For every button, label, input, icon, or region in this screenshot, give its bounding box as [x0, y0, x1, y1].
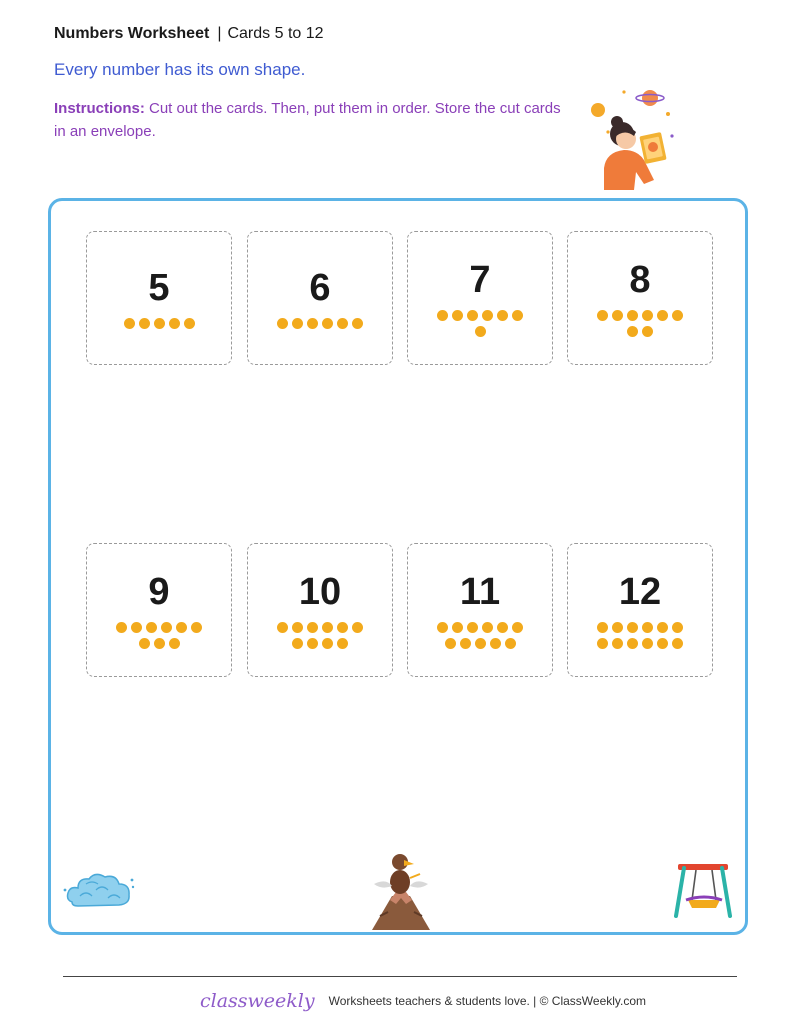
counting-dot [146, 622, 157, 633]
worksheet-subtitle: Cards 5 to 12 [227, 25, 324, 42]
card-number: 11 [459, 571, 501, 613]
card-number: 6 [309, 267, 331, 309]
card-number: 9 [148, 571, 170, 613]
counting-dot [672, 622, 683, 633]
counting-dot [657, 310, 668, 321]
counting-dot [337, 622, 348, 633]
counting-dot [154, 638, 165, 649]
footer-text: Worksheets teachers & students love. | © ClassWeekly.com [328, 994, 647, 1008]
counting-dot [307, 622, 318, 633]
dot-group [248, 622, 392, 654]
counting-dot [612, 622, 623, 633]
card-number: 8 [629, 259, 651, 301]
counting-dot [627, 638, 638, 649]
counting-dot [657, 638, 668, 649]
counting-dot [512, 622, 523, 633]
worksheet-title: Numbers Worksheet [54, 25, 210, 42]
counting-dot [452, 622, 463, 633]
counting-dot [131, 622, 142, 633]
header-separator: | [217, 25, 222, 42]
card-number: 12 [618, 571, 662, 613]
counting-dot [337, 318, 348, 329]
tagline: Every number has its own shape. [54, 60, 306, 79]
counting-dot [322, 622, 333, 633]
counting-dot [612, 310, 623, 321]
number-card-12 [567, 543, 713, 677]
card-number: 7 [469, 259, 491, 301]
instructions-text: Cut out the cards. Then, put them in order. Store the cut cards in an envelope. [54, 100, 561, 140]
footer-divider [63, 976, 737, 977]
counting-dot [642, 622, 653, 633]
counting-dot [307, 638, 318, 649]
counting-dot [161, 622, 172, 633]
counting-dot [497, 622, 508, 633]
counting-dot [322, 638, 333, 649]
counting-dot [505, 638, 516, 649]
counting-dot [482, 310, 493, 321]
counting-dot [612, 638, 623, 649]
counting-dot [452, 310, 463, 321]
counting-dot [307, 318, 318, 329]
counting-dot [642, 638, 653, 649]
number-card-5 [86, 231, 232, 365]
counting-dot [467, 310, 478, 321]
counting-dot [482, 622, 493, 633]
counting-dot [352, 622, 363, 633]
number-card-9 [86, 543, 232, 677]
counting-dot [116, 622, 127, 633]
counting-dot [337, 638, 348, 649]
counting-dot [657, 622, 668, 633]
counting-dot [322, 318, 333, 329]
dot-group [87, 622, 231, 654]
counting-dot [184, 318, 195, 329]
dot-group [408, 622, 552, 654]
counting-dot [460, 638, 471, 649]
counting-dot [139, 638, 150, 649]
card-number: 5 [148, 267, 170, 309]
counting-dot [642, 326, 653, 337]
counting-dot [154, 318, 165, 329]
counting-dot [292, 622, 303, 633]
dot-group [87, 318, 231, 334]
cloud-icon [62, 868, 136, 912]
instructions [54, 97, 574, 143]
number-card-11 [407, 543, 553, 677]
counting-dot [642, 310, 653, 321]
counting-dot [467, 622, 478, 633]
counting-dot [445, 638, 456, 649]
card-number: 10 [298, 571, 342, 613]
counting-dot [490, 638, 501, 649]
counting-dot [169, 638, 180, 649]
counting-dot [627, 310, 638, 321]
counting-dot [169, 318, 180, 329]
swing-icon [672, 860, 734, 918]
counting-dot [277, 318, 288, 329]
counting-dot [124, 318, 135, 329]
girl-reading-icon [584, 84, 684, 190]
counting-dot [475, 326, 486, 337]
counting-dot [191, 622, 202, 633]
number-card-8 [567, 231, 713, 365]
dot-group [568, 310, 712, 342]
counting-dot [512, 310, 523, 321]
number-card-6 [247, 231, 393, 365]
brand-logo: classweekly [200, 990, 315, 1012]
counting-dot [277, 622, 288, 633]
counting-dot [475, 638, 486, 649]
counting-dot [627, 622, 638, 633]
instructions-label: Instructions: [54, 100, 145, 117]
counting-dot [292, 638, 303, 649]
number-card-10 [247, 543, 393, 677]
counting-dot [597, 638, 608, 649]
counting-dot [672, 638, 683, 649]
dot-group [408, 310, 552, 342]
number-card-7 [407, 231, 553, 365]
counting-dot [352, 318, 363, 329]
counting-dot [497, 310, 508, 321]
dot-group [248, 318, 392, 334]
counting-dot [597, 622, 608, 633]
counting-dot [437, 622, 448, 633]
counting-dot [176, 622, 187, 633]
counting-dot [292, 318, 303, 329]
counting-dot [672, 310, 683, 321]
worksheet-header [54, 25, 324, 43]
dot-group [568, 622, 712, 654]
counting-dot [597, 310, 608, 321]
counting-dot [139, 318, 150, 329]
footer [200, 990, 646, 1012]
volcano-bird-icon [366, 848, 436, 932]
counting-dot [437, 310, 448, 321]
counting-dot [627, 326, 638, 337]
